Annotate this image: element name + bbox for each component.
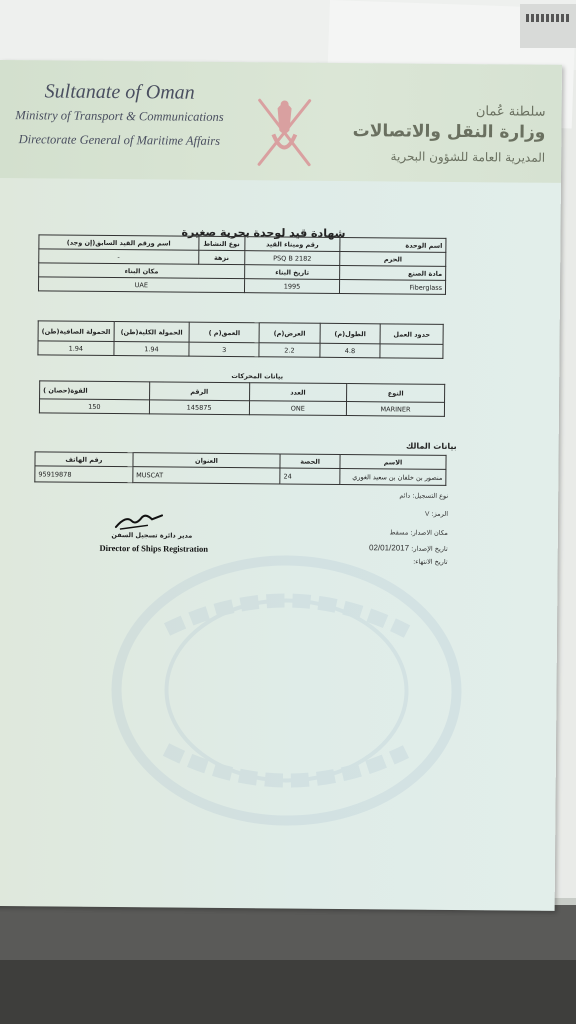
material-value: Fiberglass [340,279,446,294]
registration-table [38,234,446,295]
table-row [35,466,446,486]
code-label: الرمز: [431,509,449,518]
material-label: مادة الصنع [340,265,446,280]
reg-type-label: نوع التسجيل: [412,491,449,500]
length-value: 4.8 [320,343,381,358]
build-place-value: UAE [38,277,244,293]
engine-count-label: العدد [249,383,347,402]
depth-value: 3 [189,342,259,357]
owner-phone-label: رقم الهاتف [35,452,133,467]
director-signature-icon [112,507,166,533]
activity-type-label: نوع النشاط [199,236,245,250]
length-label: الطول(م) [320,323,381,344]
dimensions-table [37,320,443,359]
desk-shadow [0,960,576,1024]
build-date-value: 1995 [244,279,340,294]
engine-power-label: القوة(حصان ) [40,381,150,400]
engine-number-label: الرقم [149,382,249,401]
issue-place-line [288,528,448,537]
certificate-page [0,60,562,911]
issue-date-label: تاريخ الإصدار: [411,544,448,553]
reg-type-value: دائم [399,492,411,500]
reg-number-value: PSQ B 2182 [244,251,340,266]
issue-place-label: مكان الاصدار: [410,528,448,537]
engines-table [39,380,445,417]
activity-type-value: نزهة [198,250,244,264]
certificate-title: شهادة قيد لوحدة بحرية صغيرة [181,225,346,241]
owner-address-value: MUSCAT [133,467,281,484]
net-tonnage-label: الحمولة الصافية(طن) [38,321,114,342]
issue-place-value: مسقط [389,529,409,537]
depth-label: العمق(م ) [189,322,259,343]
letterhead-en-title: Sultanate of Oman [44,80,195,104]
expiry-label: تاريخ الانتهاء: [413,557,448,566]
letterhead [0,60,562,183]
owner-phone-value: 95919878 [35,466,133,483]
engines-section-title: بيانات المحركات [231,372,284,381]
owner-table [34,451,446,486]
width-value: 2.2 [259,343,320,358]
letterhead-ar-directorate: المديرية العامة للشؤون البحرية [390,149,546,165]
build-place-label: مكان البناء [39,263,245,279]
corner-stamp [520,4,576,48]
table-row [38,277,445,295]
table-row [38,341,443,359]
owner-address-label: العنوان [133,453,281,468]
director-title-en: Director of Ships Registration [99,542,209,554]
engine-power-value: 150 [39,399,149,414]
engine-type-label: النوع [347,384,445,403]
owner-share-value: 24 [280,468,340,485]
code-line [288,509,448,518]
engine-count-value: ONE [249,401,347,416]
build-date-label: تاريخ البناء [244,265,340,280]
prev-owner-value: - [39,249,199,264]
gross-tonnage-label: الحمولة الكلية(طن) [114,322,190,343]
reg-number-label: رقم وميناء القيد [244,237,340,252]
unit-name-label: اسم الوحدة [340,237,446,252]
code-value: V [424,510,430,518]
letterhead-en-directorate: Directorate General of Maritime Affairs [18,132,221,148]
work-range-value [380,344,443,359]
letterhead-ar-ministry: وزارة النقل والاتصالات [352,121,546,143]
engine-number-value: 145875 [149,400,249,415]
gross-tonnage-value: 1.94 [114,342,190,357]
ministry-seal-watermark-icon [105,549,467,832]
unit-name-value: الحرم [340,251,446,266]
issue-date-value: 02/01/2017 [368,543,410,553]
work-range-label: حدود العمل [380,324,443,345]
owner-name-label: الاسم [340,454,446,469]
table-row [39,399,444,417]
owner-section-title: بيانات المالك [405,441,457,451]
director-title-ar: مدير دائرة تسجيل السفن [111,530,193,540]
oman-emblem-icon [251,90,318,171]
letterhead-en-ministry: Ministry of Transport & Communications [15,108,224,124]
engine-type-value: MARINER [347,402,445,417]
owner-share-label: الحصة [280,454,340,469]
width-label: العرض(م) [259,323,320,344]
prev-owner-label: اسم ورقم القيد السابق(إن وجد) [39,235,199,250]
reg-type-line [288,491,448,500]
letterhead-ar-title: سلطنة عُمان [475,104,546,120]
owner-name-value: منصور بن خلفان بن سعيد الغوري [340,468,446,485]
net-tonnage-value: 1.94 [38,341,114,356]
